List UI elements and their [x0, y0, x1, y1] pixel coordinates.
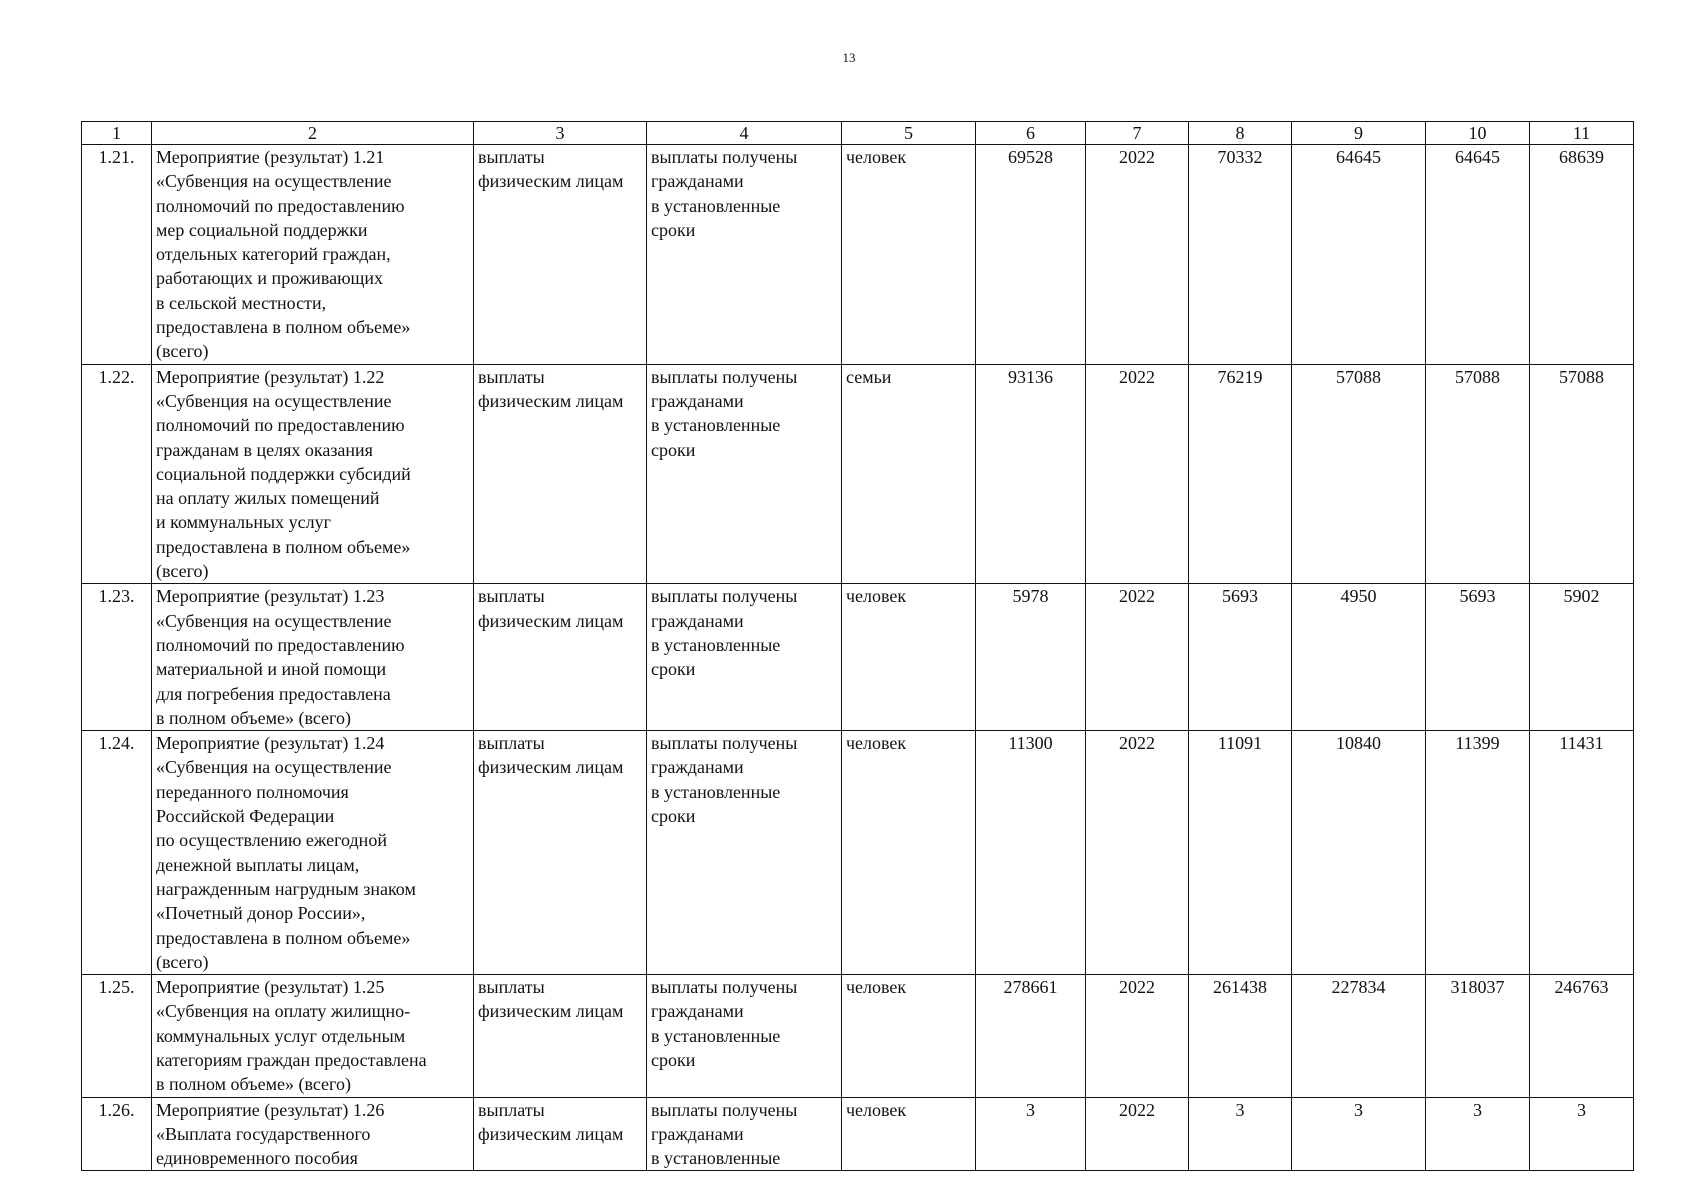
result-characteristic	[647, 975, 842, 1097]
event-description-line: Мероприятие (результат) 1.21	[156, 147, 385, 167]
event-description-line: денежной выплаты лицам,	[156, 854, 360, 875]
event-description-line: «Субвенция на оплату жилищно-	[156, 1001, 411, 1022]
event-description-line: для погребения предоставлена	[156, 683, 391, 704]
column-header: 9	[1292, 122, 1426, 145]
value-col-10: 64645	[1426, 145, 1530, 365]
value-col-11: 68639	[1530, 145, 1634, 365]
event-description-line: работающих и проживающих	[156, 268, 384, 289]
header-row	[82, 122, 1634, 145]
result-characteristic-line: в установленные	[651, 1025, 781, 1046]
event-description	[152, 584, 474, 731]
event-description-line: в сельской местности,	[156, 292, 327, 313]
value-col-11: 57088	[1530, 364, 1634, 584]
event-description-line: социальной поддержки субсидий	[156, 463, 411, 484]
result-type	[474, 584, 647, 731]
unit-of-measure: семьи	[842, 364, 976, 584]
result-characteristic-line: в установленные	[651, 781, 781, 802]
value-col-9: 64645	[1292, 145, 1426, 365]
table-row	[82, 1097, 1634, 1171]
row-number: 1.21.	[82, 145, 152, 365]
value-col-10: 11399	[1426, 731, 1530, 975]
event-description-line: «Субвенция на осуществление	[156, 610, 392, 631]
event-description-line: Мероприятие (результат) 1.22	[156, 366, 385, 387]
column-header: 10	[1426, 122, 1530, 145]
event-description-line: отдельных категорий граждан,	[156, 244, 391, 265]
table-row	[82, 145, 1634, 365]
result-characteristic-line: гражданами	[651, 390, 744, 411]
result-type-line: физическим лицам	[478, 757, 624, 778]
event-description-line: «Выплата государственного	[156, 1123, 371, 1144]
row-number: 1.25.	[82, 975, 152, 1097]
result-characteristic-line: выплаты получены	[651, 366, 798, 387]
event-description-line: переданного полномочия	[156, 781, 349, 802]
result-type-line: выплаты	[478, 977, 545, 998]
event-description-line: в полном объеме» (всего)	[156, 1074, 351, 1095]
event-description-line: на оплату жилых помещений	[156, 488, 380, 509]
result-characteristic-line: в установленные	[651, 415, 781, 436]
event-description-line: предоставлена в полном объеме»	[156, 536, 411, 557]
event-description-line: полномочий по предоставлению	[156, 415, 405, 436]
event-description-line: полномочий по предоставлению	[156, 195, 405, 216]
result-characteristic-line: сроки	[651, 806, 696, 827]
result-characteristic-line: выплаты получены	[651, 147, 798, 167]
event-description-line: предоставлена в полном объеме»	[156, 927, 411, 948]
base-year: 2022	[1086, 731, 1189, 975]
column-header: 3	[474, 122, 647, 145]
event-description	[152, 145, 474, 365]
event-description-line: полномочий по предоставлению	[156, 634, 405, 655]
result-type-line: физическим лицам	[478, 610, 624, 631]
column-header: 5	[842, 122, 976, 145]
column-header: 6	[976, 122, 1086, 145]
result-characteristic-line: выплаты получены	[651, 586, 798, 607]
base-year: 2022	[1086, 975, 1189, 1097]
base-year: 2022	[1086, 364, 1189, 584]
event-description	[152, 975, 474, 1097]
result-type	[474, 1097, 647, 1171]
result-characteristic-line: гражданами	[651, 1001, 744, 1022]
column-header: 1	[82, 122, 152, 145]
result-characteristic-line: сроки	[651, 219, 696, 240]
event-description-line: «Субвенция на осуществление	[156, 757, 392, 778]
result-type	[474, 731, 647, 975]
result-characteristic-line: сроки	[651, 439, 696, 460]
value-col-10: 5693	[1426, 584, 1530, 731]
result-characteristic-line: выплаты получены	[651, 977, 798, 998]
value-col-11: 5902	[1530, 584, 1634, 731]
event-description-line: (всего)	[156, 561, 209, 582]
event-description-line: и коммунальных услуг	[156, 512, 331, 533]
event-description	[152, 1097, 474, 1171]
value-col-8: 70332	[1189, 145, 1292, 365]
result-characteristic	[647, 584, 842, 731]
column-header: 4	[647, 122, 842, 145]
page-number: 13	[842, 50, 856, 65]
event-description-line: Мероприятие (результат) 1.24	[156, 733, 385, 754]
event-description-line: категориям граждан предоставлена	[156, 1049, 427, 1070]
event-description-line: «Субвенция на осуществление	[156, 390, 392, 411]
value-col-8: 261438	[1189, 975, 1292, 1097]
result-type-line: выплаты	[478, 366, 545, 387]
result-characteristic-line: сроки	[651, 1049, 696, 1070]
result-characteristic-line: сроки	[651, 659, 696, 680]
value-col-9: 3	[1292, 1097, 1426, 1171]
value-col-8: 11091	[1189, 731, 1292, 975]
value-col-11: 3	[1530, 1097, 1634, 1171]
unit-of-measure: человек	[842, 975, 976, 1097]
value-col-6: 69528	[976, 145, 1086, 365]
result-characteristic-line: в установленные	[651, 1148, 781, 1169]
table-body	[82, 145, 1634, 1171]
event-description-line: (всего)	[156, 341, 209, 362]
table-row	[82, 584, 1634, 731]
event-description-line: материальной и иной помощи	[156, 659, 387, 680]
value-col-8: 5693	[1189, 584, 1292, 731]
value-col-8: 76219	[1189, 364, 1292, 584]
row-number: 1.23.	[82, 584, 152, 731]
table-row	[82, 975, 1634, 1097]
event-description-line: по осуществлению ежегодной	[156, 830, 387, 851]
value-col-6: 5978	[976, 584, 1086, 731]
event-description-line: Российской Федерации	[156, 806, 335, 827]
event-description-line: «Субвенция на осуществление	[156, 171, 392, 192]
row-number: 1.26.	[82, 1097, 152, 1171]
result-type-line: выплаты	[478, 147, 545, 167]
value-col-9: 57088	[1292, 364, 1426, 584]
value-col-8: 3	[1189, 1097, 1292, 1171]
result-characteristic-line: гражданами	[651, 610, 744, 631]
result-characteristic-line: выплаты получены	[651, 733, 798, 754]
value-col-6: 3	[976, 1097, 1086, 1171]
result-type-line: выплаты	[478, 733, 545, 754]
result-type	[474, 364, 647, 584]
result-type-line: физическим лицам	[478, 390, 624, 411]
value-col-9: 4950	[1292, 584, 1426, 731]
value-col-11: 246763	[1530, 975, 1634, 1097]
result-type-line: физическим лицам	[478, 171, 624, 192]
event-description-line: коммунальных услуг отдельным	[156, 1025, 406, 1046]
base-year: 2022	[1086, 1097, 1189, 1171]
event-description-line: единовременного пособия	[156, 1148, 358, 1169]
value-col-10: 57088	[1426, 364, 1530, 584]
results-table	[81, 121, 1634, 1171]
event-description-line: «Почетный донор России»,	[156, 903, 366, 924]
value-col-6: 278661	[976, 975, 1086, 1097]
result-characteristic-line: в установленные	[651, 634, 781, 655]
value-col-9: 10840	[1292, 731, 1426, 975]
result-characteristic	[647, 1097, 842, 1171]
column-header: 8	[1189, 122, 1292, 145]
event-description-line: гражданам в целях оказания	[156, 439, 373, 460]
event-description-line: (всего)	[156, 951, 209, 972]
row-number: 1.22.	[82, 364, 152, 584]
unit-of-measure: человек	[842, 1097, 976, 1171]
event-description	[152, 731, 474, 975]
column-header: 11	[1530, 122, 1634, 145]
result-characteristic-line: гражданами	[651, 757, 744, 778]
result-type	[474, 975, 647, 1097]
unit-of-measure: человек	[842, 731, 976, 975]
result-characteristic-line: выплаты получены	[651, 1099, 798, 1120]
column-header: 2	[152, 122, 474, 145]
unit-of-measure: человек	[842, 145, 976, 365]
unit-of-measure: человек	[842, 584, 976, 731]
value-col-11: 11431	[1530, 731, 1634, 975]
value-col-9: 227834	[1292, 975, 1426, 1097]
value-col-10: 318037	[1426, 975, 1530, 1097]
result-characteristic-line: в установленные	[651, 195, 781, 216]
result-type-line: физическим лицам	[478, 1123, 624, 1144]
result-type-line: физическим лицам	[478, 1001, 624, 1022]
event-description-line: Мероприятие (результат) 1.23	[156, 586, 385, 607]
event-description	[152, 364, 474, 584]
result-type-line: выплаты	[478, 1099, 545, 1120]
event-description-line: в полном объеме» (всего)	[156, 707, 351, 728]
value-col-10: 3	[1426, 1097, 1530, 1171]
column-header: 7	[1086, 122, 1189, 145]
table-row	[82, 731, 1634, 975]
value-col-6: 11300	[976, 731, 1086, 975]
table-row	[82, 364, 1634, 584]
result-type-line: выплаты	[478, 586, 545, 607]
event-description-line: награжденным нагрудным знаком	[156, 878, 416, 899]
result-characteristic	[647, 145, 842, 365]
event-description-line: мер социальной поддержки	[156, 219, 368, 240]
event-description-line: Мероприятие (результат) 1.26	[156, 1099, 385, 1120]
result-characteristic	[647, 364, 842, 584]
event-description-line: Мероприятие (результат) 1.25	[156, 977, 385, 998]
result-type	[474, 145, 647, 365]
value-col-6: 93136	[976, 364, 1086, 584]
base-year: 2022	[1086, 584, 1189, 731]
result-characteristic	[647, 731, 842, 975]
event-description-line: предоставлена в полном объеме»	[156, 317, 411, 338]
row-number: 1.24.	[82, 731, 152, 975]
result-characteristic-line: гражданами	[651, 171, 744, 192]
base-year: 2022	[1086, 145, 1189, 365]
result-characteristic-line: гражданами	[651, 1123, 744, 1144]
